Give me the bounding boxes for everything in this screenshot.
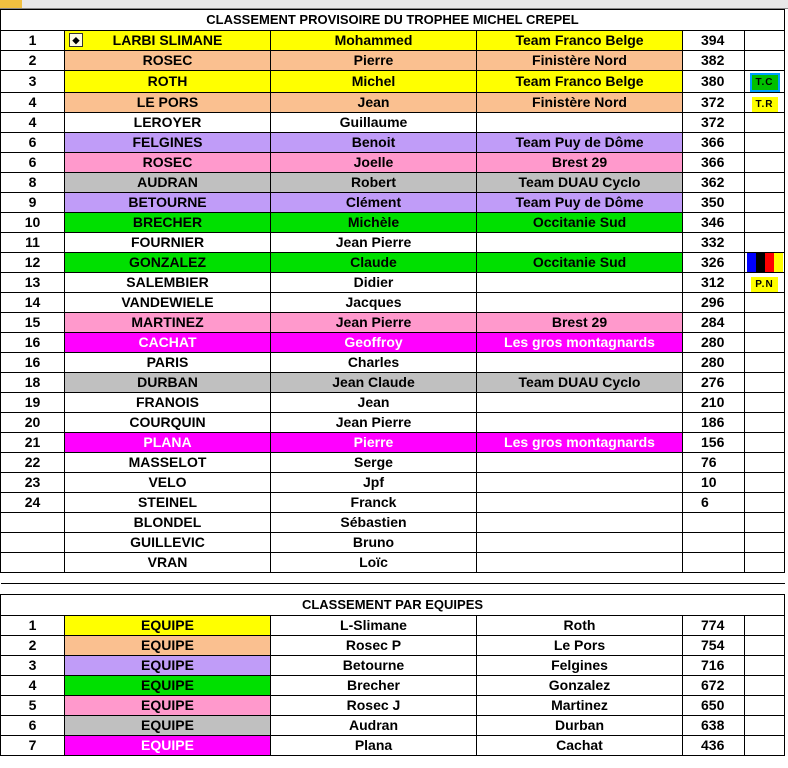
- points-cell[interactable]: 280: [683, 353, 745, 373]
- team-cell[interactable]: [477, 273, 683, 293]
- team-cell[interactable]: [477, 113, 683, 133]
- team-cell[interactable]: Brest 29: [477, 313, 683, 333]
- rank-cell[interactable]: [1, 553, 65, 573]
- rank-cell[interactable]: 15: [1, 313, 65, 333]
- team-label-cell[interactable]: EQUIPE: [65, 636, 271, 656]
- badge-pn: P.N: [751, 277, 777, 292]
- table-row: [1, 253, 785, 273]
- table-row: [1, 93, 785, 113]
- first-name-cell[interactable]: Jean Pierre: [271, 233, 477, 253]
- rank-cell[interactable]: 6: [1, 153, 65, 173]
- individual-title[interactable]: CLASSEMENT PROVISOIRE DU TROPHEE MICHEL CREPEL: [1, 10, 785, 31]
- rank-cell[interactable]: 13: [1, 273, 65, 293]
- last-name-cell[interactable]: PLANA: [65, 433, 271, 453]
- team-extra-cell[interactable]: [745, 656, 785, 676]
- last-name-cell[interactable]: GONZALEZ: [65, 253, 271, 273]
- badge-cell[interactable]: [745, 173, 785, 193]
- team-rank-cell[interactable]: 7: [1, 736, 65, 756]
- first-name-cell[interactable]: Franck: [271, 493, 477, 513]
- rank-cell[interactable]: 22: [1, 453, 65, 473]
- team-label-cell[interactable]: EQUIPE: [65, 696, 271, 716]
- team-ranking-table: [0, 594, 785, 756]
- table-row: [1, 133, 785, 153]
- team-points-cell[interactable]: 650: [683, 696, 745, 716]
- badge-cell[interactable]: [745, 533, 785, 553]
- last-name-cell[interactable]: ROSEC: [65, 153, 271, 173]
- badge-cell[interactable]: [745, 273, 785, 293]
- team-cell[interactable]: Team DUAU Cyclo: [477, 373, 683, 393]
- first-name-cell[interactable]: Claude: [271, 253, 477, 273]
- badge-cell[interactable]: [745, 71, 785, 93]
- rider2-cell[interactable]: Felgines: [477, 656, 683, 676]
- team-cell[interactable]: Les gros montagnards: [477, 433, 683, 453]
- last-name-cell[interactable]: FELGINES: [65, 133, 271, 153]
- flag-stripe: [747, 253, 756, 272]
- table-row: [1, 453, 785, 473]
- first-name-cell[interactable]: Jean Claude: [271, 373, 477, 393]
- table-row: [1, 433, 785, 453]
- team-cell[interactable]: [477, 293, 683, 313]
- points-cell[interactable]: 10: [683, 473, 745, 493]
- first-name-cell[interactable]: Jacques: [271, 293, 477, 313]
- first-name-cell[interactable]: Mohammed: [271, 31, 477, 51]
- rider2-cell[interactable]: Martinez: [477, 696, 683, 716]
- first-name-cell[interactable]: Pierre: [271, 51, 477, 71]
- badge-cell[interactable]: [745, 213, 785, 233]
- team-extra-cell[interactable]: [745, 636, 785, 656]
- first-name-cell[interactable]: Michèle: [271, 213, 477, 233]
- last-name-cell[interactable]: VELO: [65, 473, 271, 493]
- last-name-cell[interactable]: AUDRAN: [65, 173, 271, 193]
- last-name-cell[interactable]: BETOURNE: [65, 193, 271, 213]
- team-cell[interactable]: Team Franco Belge: [477, 71, 683, 93]
- rank-cell[interactable]: 16: [1, 333, 65, 353]
- rank-cell[interactable]: 4: [1, 93, 65, 113]
- rank-cell[interactable]: 2: [1, 51, 65, 71]
- table-row: [1, 213, 785, 233]
- table-row: [1, 173, 785, 193]
- table-row: [1, 113, 785, 133]
- team-cell[interactable]: Brest 29: [477, 153, 683, 173]
- column-header-e[interactable]: [476, 0, 683, 8]
- table-row: [1, 696, 785, 716]
- table-row: [1, 193, 785, 213]
- badge-cell[interactable]: [745, 513, 785, 533]
- team-label-cell[interactable]: EQUIPE: [65, 716, 271, 736]
- rider2-cell[interactable]: Roth: [477, 616, 683, 636]
- table-row: [1, 676, 785, 696]
- points-cell[interactable]: 156: [683, 433, 745, 453]
- warning-icon[interactable]: ◆: [69, 33, 83, 47]
- team-points-cell[interactable]: 774: [683, 616, 745, 636]
- first-name-cell[interactable]: Serge: [271, 453, 477, 473]
- first-name-cell[interactable]: Robert: [271, 173, 477, 193]
- badge-cell[interactable]: [745, 453, 785, 473]
- team-cell[interactable]: Occitanie Sud: [477, 253, 683, 273]
- team-cell[interactable]: Team Puy de Dôme: [477, 193, 683, 213]
- badge-cell[interactable]: [745, 493, 785, 513]
- flag-stripe: [756, 253, 765, 272]
- first-name-cell[interactable]: Charles: [271, 353, 477, 373]
- team-rank-cell[interactable]: 1: [1, 616, 65, 636]
- rank-cell[interactable]: 18: [1, 373, 65, 393]
- rank-cell[interactable]: 19: [1, 393, 65, 413]
- rider1-cell[interactable]: Audran: [271, 716, 477, 736]
- table-row: [1, 716, 785, 736]
- last-name-cell[interactable]: PARIS: [65, 353, 271, 373]
- table-row: [1, 473, 785, 493]
- badge-cell[interactable]: [745, 313, 785, 333]
- first-name-cell[interactable]: Michel: [271, 71, 477, 93]
- first-name-cell[interactable]: Clément: [271, 193, 477, 213]
- last-name-cell[interactable]: LARBI SLIMANE ◆: [65, 31, 271, 51]
- first-name-cell[interactable]: Jean Pierre: [271, 313, 477, 333]
- rank-cell[interactable]: 1: [1, 31, 65, 51]
- team-rank-cell[interactable]: 6: [1, 716, 65, 736]
- rider1-cell[interactable]: Brecher: [271, 676, 477, 696]
- badge-tr: T.R: [752, 97, 778, 112]
- points-cell[interactable]: 372: [683, 93, 745, 113]
- points-cell[interactable]: 366: [683, 153, 745, 173]
- last-name-cell[interactable]: VRAN: [65, 553, 271, 573]
- team-points-cell[interactable]: 436: [683, 736, 745, 756]
- table-row: [1, 51, 785, 71]
- badge-cell[interactable]: [745, 473, 785, 493]
- team-rank-cell[interactable]: 3: [1, 656, 65, 676]
- table-row: [1, 31, 785, 51]
- points-cell[interactable]: 350: [683, 193, 745, 213]
- last-name-cell[interactable]: FRANOIS: [65, 393, 271, 413]
- first-name-cell[interactable]: Pierre: [271, 433, 477, 453]
- column-header-strip: [0, 0, 788, 9]
- rider1-cell[interactable]: Plana: [271, 736, 477, 756]
- table-row: [1, 413, 785, 433]
- rank-cell[interactable]: 8: [1, 173, 65, 193]
- table-row: [1, 393, 785, 413]
- rank-cell[interactable]: 12: [1, 253, 65, 273]
- points-cell[interactable]: 326: [683, 253, 745, 273]
- last-name-cell[interactable]: STEINEL: [65, 493, 271, 513]
- team-points-cell[interactable]: 638: [683, 716, 745, 736]
- flag-icon: [747, 253, 783, 272]
- table-row: [1, 656, 785, 676]
- first-name-cell[interactable]: Jean: [271, 393, 477, 413]
- first-name-cell[interactable]: Joelle: [271, 153, 477, 173]
- badge-cell[interactable]: [745, 553, 785, 573]
- last-name-cell[interactable]: CACHAT: [65, 333, 271, 353]
- rank-cell[interactable]: 21: [1, 433, 65, 453]
- last-name-cell[interactable]: ROTH: [65, 71, 271, 93]
- table-row: [1, 493, 785, 513]
- team-label-cell[interactable]: EQUIPE: [65, 676, 271, 696]
- badge-cell[interactable]: [745, 293, 785, 313]
- column-header-f[interactable]: [682, 0, 745, 8]
- team-cell[interactable]: [477, 393, 683, 413]
- badge-cell[interactable]: [745, 253, 785, 273]
- badge-cell[interactable]: [745, 31, 785, 51]
- team-extra-cell[interactable]: [745, 716, 785, 736]
- badge-cell[interactable]: [745, 193, 785, 213]
- rank-cell[interactable]: 20: [1, 413, 65, 433]
- table-row: [1, 273, 785, 293]
- last-name-cell[interactable]: MASSELOT: [65, 453, 271, 473]
- rank-cell[interactable]: 3: [1, 71, 65, 93]
- last-name-cell[interactable]: SALEMBIER: [65, 273, 271, 293]
- team-cell[interactable]: Les gros montagnards: [477, 333, 683, 353]
- team-cell[interactable]: [477, 553, 683, 573]
- last-name-cell[interactable]: LE PORS: [65, 93, 271, 113]
- table-row: [1, 353, 785, 373]
- table-row: [1, 533, 785, 553]
- team-cell[interactable]: [477, 473, 683, 493]
- team-cell[interactable]: Finistère Nord: [477, 93, 683, 113]
- first-name-cell[interactable]: Guillaume: [271, 113, 477, 133]
- points-cell[interactable]: 276: [683, 373, 745, 393]
- team-cell[interactable]: Team Franco Belge: [477, 31, 683, 51]
- table-row: [1, 313, 785, 333]
- table-row: [1, 293, 785, 313]
- rank-cell[interactable]: 23: [1, 473, 65, 493]
- badge-cell[interactable]: [745, 373, 785, 393]
- points-cell[interactable]: 366: [683, 133, 745, 153]
- team-rank-cell[interactable]: 2: [1, 636, 65, 656]
- column-header-b[interactable]: [22, 0, 65, 8]
- badge-cell[interactable]: [745, 113, 785, 133]
- rider1-cell[interactable]: Betourne: [271, 656, 477, 676]
- last-name-cell[interactable]: ROSEC: [65, 51, 271, 71]
- points-cell[interactable]: 362: [683, 173, 745, 193]
- badge-cell[interactable]: [745, 333, 785, 353]
- team-cell[interactable]: [477, 513, 683, 533]
- first-name-cell[interactable]: Jpf: [271, 473, 477, 493]
- points-cell[interactable]: 6: [683, 493, 745, 513]
- table-row: [1, 153, 785, 173]
- team-cell[interactable]: Team Puy de Dôme: [477, 133, 683, 153]
- rider2-cell[interactable]: Cachat: [477, 736, 683, 756]
- flag-stripe: [774, 253, 783, 272]
- team-label-cell[interactable]: EQUIPE: [65, 616, 271, 636]
- badge-cell[interactable]: [745, 353, 785, 373]
- team-cell[interactable]: [477, 533, 683, 553]
- last-name-cell[interactable]: BRECHER: [65, 213, 271, 233]
- column-header-d[interactable]: [270, 0, 477, 8]
- team-points-cell[interactable]: 716: [683, 656, 745, 676]
- first-name-cell[interactable]: Jean Pierre: [271, 413, 477, 433]
- table-row: [1, 553, 785, 573]
- team-label-cell[interactable]: EQUIPE: [65, 736, 271, 756]
- badge-cell[interactable]: [745, 233, 785, 253]
- points-cell[interactable]: 346: [683, 213, 745, 233]
- rider1-cell[interactable]: Rosec J: [271, 696, 477, 716]
- first-name-cell[interactable]: Jean: [271, 93, 477, 113]
- team-rank-cell[interactable]: 5: [1, 696, 65, 716]
- rank-cell[interactable]: 4: [1, 113, 65, 133]
- individual-ranking-table: [0, 9, 785, 584]
- badge-cell[interactable]: [745, 153, 785, 173]
- team-cell[interactable]: Team DUAU Cyclo: [477, 173, 683, 193]
- team-cell[interactable]: Occitanie Sud: [477, 213, 683, 233]
- last-name-cell[interactable]: BLONDEL: [65, 513, 271, 533]
- table-row: [1, 736, 785, 756]
- badge-cell[interactable]: [745, 433, 785, 453]
- rank-cell[interactable]: 16: [1, 353, 65, 373]
- team-extra-cell[interactable]: [745, 696, 785, 716]
- badge-tc: T.C: [750, 73, 780, 92]
- rank-cell[interactable]: 9: [1, 193, 65, 213]
- last-name-cell[interactable]: GUILLEVIC: [65, 533, 271, 553]
- table-row: [1, 71, 785, 93]
- team-extra-cell[interactable]: [745, 736, 785, 756]
- rider2-cell[interactable]: Le Pors: [477, 636, 683, 656]
- points-cell[interactable]: 380: [683, 71, 745, 93]
- last-name-cell[interactable]: LEROYER: [65, 113, 271, 133]
- points-cell[interactable]: 312: [683, 273, 745, 293]
- rank-cell[interactable]: 10: [1, 213, 65, 233]
- table-row: [1, 513, 785, 533]
- team-cell[interactable]: [477, 353, 683, 373]
- team-cell[interactable]: [477, 453, 683, 473]
- team-extra-cell[interactable]: [745, 676, 785, 696]
- badge-cell[interactable]: [745, 393, 785, 413]
- column-header-a[interactable]: [0, 0, 23, 8]
- badge-cell[interactable]: [745, 51, 785, 71]
- first-name-cell[interactable]: Loïc: [271, 553, 477, 573]
- points-cell[interactable]: 372: [683, 113, 745, 133]
- first-name-cell[interactable]: Sébastien: [271, 513, 477, 533]
- team-cell[interactable]: [477, 233, 683, 253]
- last-name-cell[interactable]: FOURNIER: [65, 233, 271, 253]
- table-row: [1, 373, 785, 393]
- table-row: [1, 636, 785, 656]
- last-name-cell[interactable]: COURQUIN: [65, 413, 271, 433]
- points-cell[interactable]: [683, 553, 745, 573]
- points-cell[interactable]: 296: [683, 293, 745, 313]
- column-header-g[interactable]: [744, 0, 788, 8]
- rank-cell[interactable]: 24: [1, 493, 65, 513]
- first-name-cell[interactable]: Benoit: [271, 133, 477, 153]
- badge-cell[interactable]: [745, 413, 785, 433]
- team-points-cell[interactable]: 754: [683, 636, 745, 656]
- table-row: [1, 616, 785, 636]
- team-cell[interactable]: [477, 413, 683, 433]
- team-cell[interactable]: Finistère Nord: [477, 51, 683, 71]
- points-cell[interactable]: 332: [683, 233, 745, 253]
- points-cell[interactable]: [683, 513, 745, 533]
- rider2-cell[interactable]: Durban: [477, 716, 683, 736]
- points-cell[interactable]: 382: [683, 51, 745, 71]
- points-cell[interactable]: 210: [683, 393, 745, 413]
- points-cell[interactable]: 76: [683, 453, 745, 473]
- points-cell[interactable]: 284: [683, 313, 745, 333]
- points-cell[interactable]: 280: [683, 333, 745, 353]
- points-cell[interactable]: 394: [683, 31, 745, 51]
- rider1-cell[interactable]: Rosec P: [271, 636, 477, 656]
- team-title[interactable]: CLASSEMENT PAR EQUIPES: [1, 595, 785, 616]
- first-name-cell[interactable]: Didier: [271, 273, 477, 293]
- rider2-cell[interactable]: Gonzalez: [477, 676, 683, 696]
- first-name-cell[interactable]: Bruno: [271, 533, 477, 553]
- rank-cell[interactable]: 6: [1, 133, 65, 153]
- first-name-cell[interactable]: Geoffroy: [271, 333, 477, 353]
- team-cell[interactable]: [477, 493, 683, 513]
- table-row: [1, 233, 785, 253]
- table-row: [1, 333, 785, 353]
- spacer-row: [1, 573, 785, 584]
- team-rank-cell[interactable]: 4: [1, 676, 65, 696]
- rank-cell[interactable]: [1, 533, 65, 553]
- rider1-cell[interactable]: L-Slimane: [271, 616, 477, 636]
- rank-cell[interactable]: 11: [1, 233, 65, 253]
- points-cell[interactable]: 186: [683, 413, 745, 433]
- team-points-cell[interactable]: 672: [683, 676, 745, 696]
- badge-cell[interactable]: [745, 93, 785, 113]
- flag-stripe: [765, 253, 774, 272]
- rank-cell[interactable]: 14: [1, 293, 65, 313]
- last-name-cell[interactable]: MARTINEZ: [65, 313, 271, 333]
- spacer-cell: [1, 573, 785, 584]
- team-label-cell[interactable]: EQUIPE: [65, 656, 271, 676]
- last-name-cell[interactable]: VANDEWIELE: [65, 293, 271, 313]
- rank-cell[interactable]: [1, 513, 65, 533]
- team-extra-cell[interactable]: [745, 616, 785, 636]
- points-cell[interactable]: [683, 533, 745, 553]
- badge-cell[interactable]: [745, 133, 785, 153]
- last-name-cell[interactable]: DURBAN: [65, 373, 271, 393]
- column-header-c[interactable]: [64, 0, 271, 8]
